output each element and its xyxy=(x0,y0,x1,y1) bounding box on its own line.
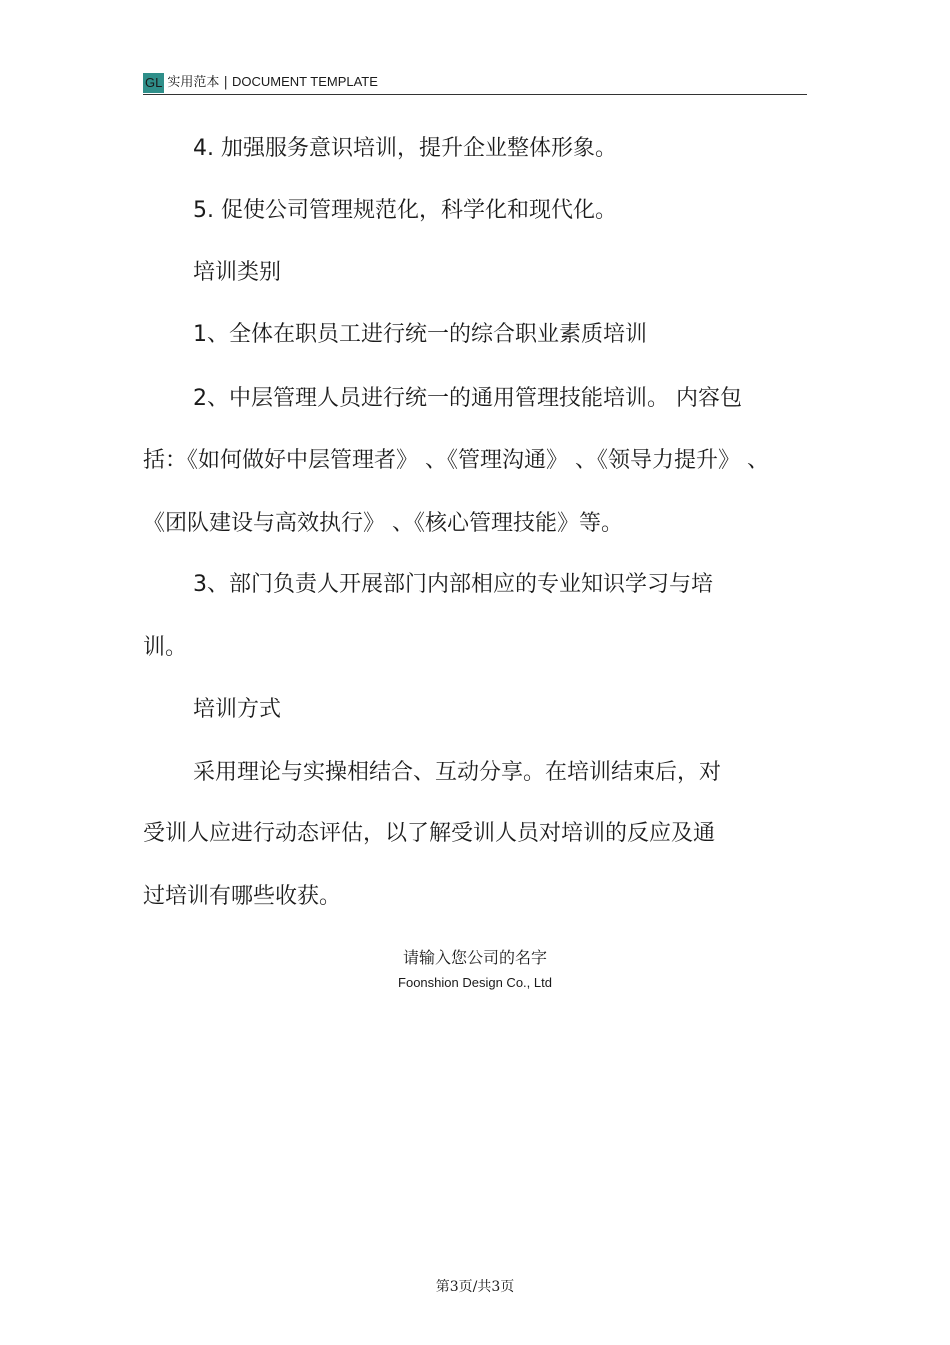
body-line: 训。 xyxy=(143,635,188,660)
body-line: 2、中层管理人员进行统一的通用管理技能培训。 内容包 xyxy=(193,386,742,411)
body-line: 括：《如何做好中层管理者》 、《管理沟通》 、《领导力提升》 、 xyxy=(143,448,769,473)
body-line: 受训人应进行动态评估，以了解受训人员对培训的反应及通 xyxy=(143,821,716,846)
header-title xyxy=(167,72,378,93)
section-heading: 培训类别 xyxy=(193,260,282,285)
body-line: 《团队建设与高效执行》 、《核心管理技能》等。 xyxy=(143,511,623,536)
body-line: 5. 促使公司管理规范化，科学化和现代化。 xyxy=(193,198,617,223)
header-title-cn: 实用范本 xyxy=(167,75,220,90)
company-name-en: Foonshion Design Co., Ltd xyxy=(398,975,552,990)
header-separator: | xyxy=(219,75,233,90)
page-header xyxy=(143,70,807,95)
header-title-en: DOCUMENT TEMPLATE xyxy=(232,74,378,89)
body-line: 采用理论与实操相结合、互动分享。在培训结束后，对 xyxy=(193,760,722,785)
body-line: 3、部门负责人开展部门内部相应的专业知识学习与培 xyxy=(193,572,713,597)
body-line: 1、全体在职员工进行统一的综合职业素质培训 xyxy=(193,322,647,347)
body-line: 过培训有哪些收获。 xyxy=(143,884,342,909)
page-number: 第3页/共3页 xyxy=(435,1279,515,1295)
body-line: 4. 加强服务意识培训，提升企业整体形象。 xyxy=(193,136,617,161)
logo: GL xyxy=(143,73,164,93)
section-heading: 培训方式 xyxy=(193,697,282,722)
company-name-cn: 请输入您公司的名字 xyxy=(402,948,547,967)
